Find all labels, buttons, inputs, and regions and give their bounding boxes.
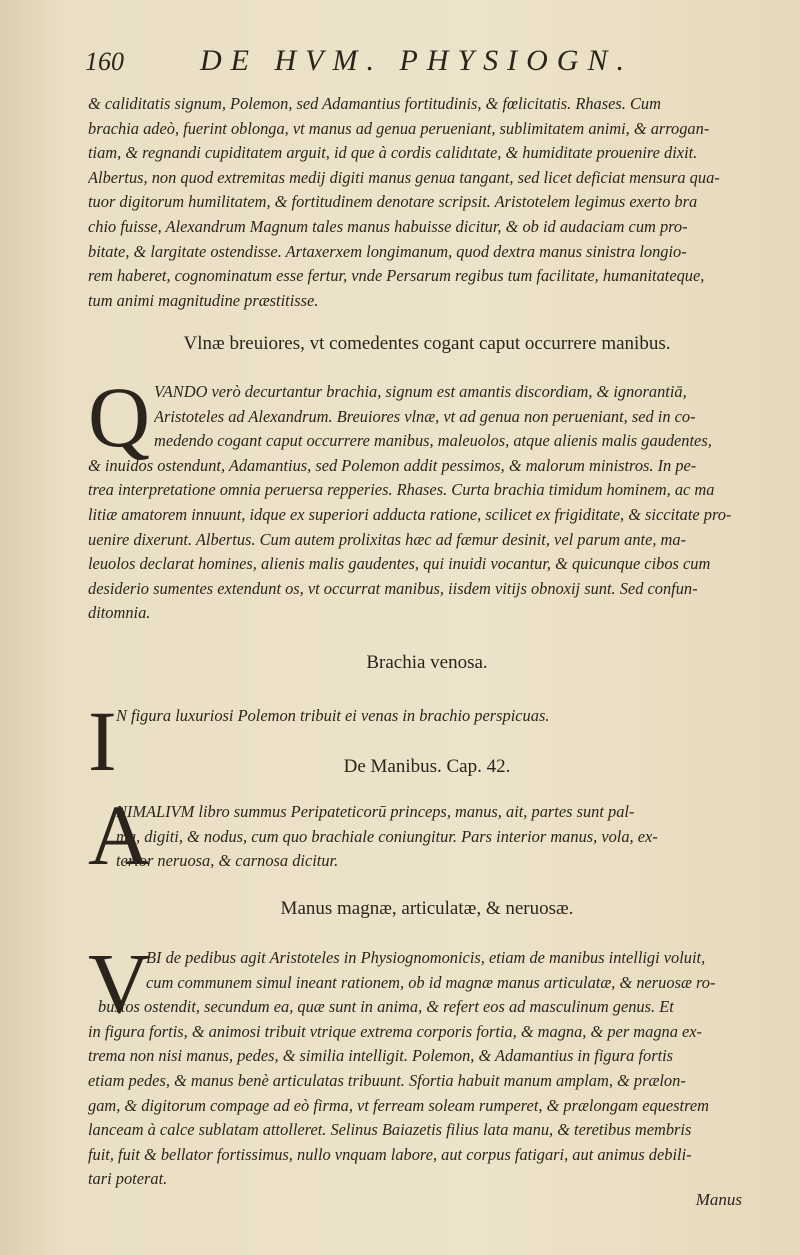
text-line: VANDO verò decurtantur brachia, signum est amantis discordiam, & ignorantiā, xyxy=(154,382,687,401)
text-line: cum communem simul ineant rationem, ob id magnæ manus articulatæ, & neruosæ ro- xyxy=(146,972,716,992)
text-line: N figura luxuriosi Polemon tribuit ei venas in brachio perspicuas. xyxy=(116,706,550,725)
text-line: gam, & digitorum compage ad eò firma, vt ferream soleam rumperet, & prælongam equestrem xyxy=(88,1095,709,1115)
text-line: brachia adeò, fuerint oblonga, vt manus ad genua perueniant, sublimitatem animi, & arrogan- xyxy=(88,118,710,138)
text-line: medendo cogant caput occurrere manibus, maleuolos, atque alienis malis gaudentes, xyxy=(154,431,712,451)
text-line: BI de pedibus agit Aristoteles in Physiognomonicis, etiam de manibus intelligi voluit, xyxy=(146,948,706,967)
drop-cap-v: V xyxy=(88,935,151,1031)
text-line: terior neruosa, & carnosa dicitur. xyxy=(116,851,339,871)
text-line: ditomnia. xyxy=(88,603,151,623)
running-head: DE HVM. PHYSIOGN. xyxy=(200,44,633,77)
chapter-heading: De Manibus. Cap. 42. xyxy=(343,756,511,777)
paragraph-4 xyxy=(88,800,766,874)
text-line: tiam, & regnandi cupiditatem arguit, id que à cordis calidıtate, & humiditate prouenire dixit. xyxy=(88,143,698,163)
text-line: etiam pedes, & manus benè articulatas tribuunt. Sfortia habuit manum amplam, & prælon- xyxy=(88,1070,686,1090)
text-line: lanceam à calce sublatam attolleret. Selinus Baiazetis filius lata manu, & teretibus membris xyxy=(88,1120,692,1140)
section-heading-manus: Manus magnæ, articulatæ, & neruosæ. xyxy=(280,898,574,919)
drop-cap-q: Q xyxy=(88,369,151,465)
text-line: litiæ amatorem innuunt, idque ex superiori adducta ratione, scilicet ex frigiditate, & siccitate pro- xyxy=(88,504,732,524)
paragraph-1 xyxy=(88,92,766,313)
catchword: Manus xyxy=(695,1190,742,1209)
section-heading-venosa: Brachia venosa. xyxy=(366,652,488,673)
text-line: Albertus, non quod extremitas medij digiti manus genua tangant, sed licet deficiat mensura qua- xyxy=(88,167,720,187)
drop-cap-i: I xyxy=(88,693,117,789)
text-line: leuolos declarat homines, alienis malis gaudentes, qui inuidi vocantur, & quicunque cibos cum xyxy=(88,554,711,574)
text-line: Aristoteles ad Alexandrum. Breuiores vlnæ, vt ad genua non perueniant, sed in co- xyxy=(154,406,696,426)
text-line: & caliditatis signum, Polemon, sed Adamantius fortitudinis, & fœlicitatis. Rhases. Cum xyxy=(88,94,661,113)
text-line: tari poterat. xyxy=(88,1169,168,1189)
text-line: trea interpretatione omnia peruersa repperies. Rhases. Curta brachia timidum hominem, ac ma xyxy=(88,480,715,500)
text-line: bustos ostendit, secundum ea, quæ sunt in anima, & refert eos ad masculinum genus. Et xyxy=(98,997,674,1017)
section-heading-ulnae: Vlnæ breuiores, vt comedentes cogant caput occurrere manibus. xyxy=(183,333,671,354)
paragraph-2 xyxy=(88,380,766,626)
text-line: bitate, & largitate ostendisse. Artaxerxem longimanum, quod dextra manus sinistra longio- xyxy=(88,241,687,261)
text-line: NIMALIVM libro summus Peripateticorū princeps, manus, ait, partes sunt pal- xyxy=(116,802,635,821)
text-line: ma, digiti, & nodus, cum quo brachiale coniungitur. Pars interior manus, vola, ex- xyxy=(116,826,658,846)
text-line: & inuidos ostendunt, Adamantius, sed Polemon addit pessimos, & malorum ministros. In pe- xyxy=(88,455,697,475)
text-line: uenire dixerunt. Albertus. Cum autem prolixitas hæc ad fæmur desinit, vel parum ante, ma- xyxy=(88,529,687,549)
text-line: desiderio sumentes extendunt os, vt occurrat manibus, iisdem vitijs obnoxij sunt. Sed confun- xyxy=(88,578,698,598)
text-line: chio fuisse, Alexandrum Magnum tales manus habuisse dicitur, & ob id audaciam cum pro- xyxy=(88,216,688,236)
text-line: in figura fortis, & animosi tribuit vtrique extrema corporis fortia, & magna, & per magna ex- xyxy=(88,1021,703,1041)
text-line: tum animi magnitudine præstitisse. xyxy=(88,290,319,310)
drop-cap-a: A xyxy=(88,787,151,883)
text-line: rem haberet, cognominatum esse fertur, vnde Persarum regibus tum facilitate, humanitateque, xyxy=(88,266,705,286)
paragraph-3 xyxy=(88,704,766,729)
paragraph-5 xyxy=(88,946,766,1192)
page-number: 160 xyxy=(85,47,124,76)
text-line: fuit, fuit & bellator fortissimus, nullo vnquam labore, aut corpus fatigari, aut animus debili- xyxy=(88,1144,692,1164)
text-line: trema non nisi manus, pedes, & similia intelligit. Polemon, & Adamantius in figura fortis xyxy=(88,1046,674,1066)
text-line: tuor digitorum humilitatem, & fortitudinem denotare scripsit. Aristotelem legimus exerto bra xyxy=(88,192,698,212)
page-header xyxy=(85,44,760,84)
